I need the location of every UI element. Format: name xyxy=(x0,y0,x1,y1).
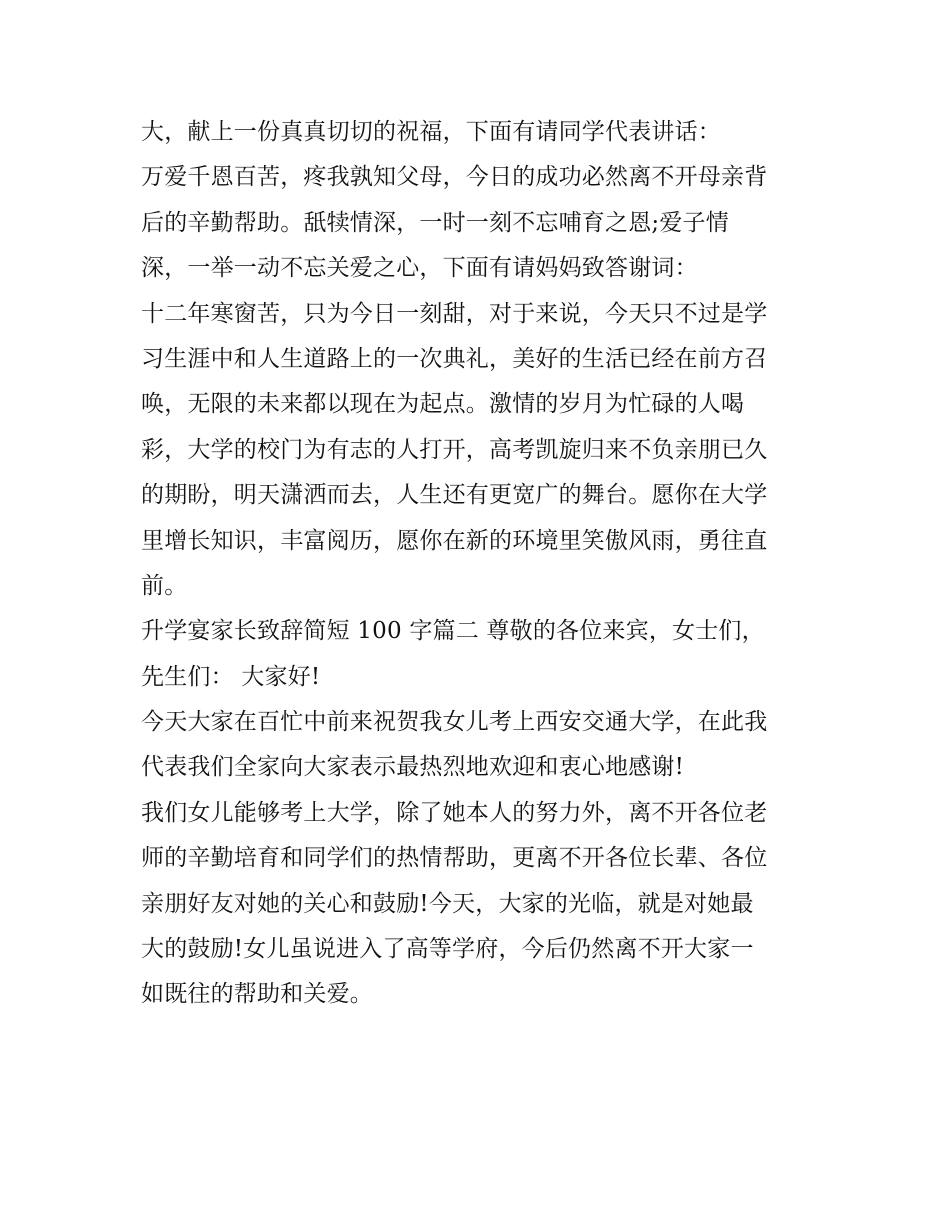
document-body xyxy=(141,110,821,1018)
text-line: 如既往的帮助和关爱。 xyxy=(141,981,373,1008)
text-line: 今天大家在百忙中前来祝贺我女儿考上西安交通大学，在此我 xyxy=(141,709,768,736)
section-heading-line: 升学宴家长致辞简短 100 字篇二 尊敬的各位来宾，女士们， xyxy=(141,618,765,645)
text-line: 先生们： 大家好! xyxy=(141,663,321,690)
text-line: 唤，无限的未来都以现在为起点。激情的岁月为忙碌的人喝 xyxy=(141,391,745,418)
text-line: 亲朋好友对她的关心和鼓励!今天，大家的光临，就是对她最 xyxy=(141,890,754,917)
text-line: 师的辛勤培育和同学们的热情帮助，更离不开各位长辈、各位 xyxy=(141,845,768,872)
text-line: 十二年寒窗苦，只为今日一刻甜，对于来说，今天只不过是学 xyxy=(141,300,768,327)
text-line: 代表我们全家向大家表示最热烈地欢迎和衷心地感谢! xyxy=(141,754,685,781)
text-line: 万爱千恩百苦，疼我孰知父母，今日的成功必然离不开母亲背 xyxy=(141,164,768,191)
text-line: 里增长知识，丰富阅历，愿你在新的环境里笑傲风雨，勇往直 xyxy=(141,527,768,554)
text-line: 后的辛勤帮助。舐犊情深，一时一刻不忘哺育之恩;爱子情 xyxy=(141,209,729,236)
text-line: 大的鼓励!女儿虽说进入了高等学府，今后仍然离不开大家一 xyxy=(141,936,754,963)
text-line: 彩，大学的校门为有志的人打开，高考凯旋归来不负亲朋已久 xyxy=(141,436,768,463)
text-line: 习生涯中和人生道路上的一次典礼，美好的生活已经在前方召 xyxy=(141,345,768,372)
text-line: 的期盼，明天潇洒而去，人生还有更宽广的舞台。愿你在大学 xyxy=(141,482,768,509)
text-line: 前。 xyxy=(141,572,188,599)
text-line: 我们女儿能够考上大学，除了她本人的努力外，离不开各位老 xyxy=(141,799,768,826)
text-line: 深，一举一动不忘关爱之心，下面有请妈妈致答谢词： xyxy=(141,255,698,282)
text-line: 大，献上一份真真切切的祝福，下面有请同学代表讲话： xyxy=(141,119,721,145)
